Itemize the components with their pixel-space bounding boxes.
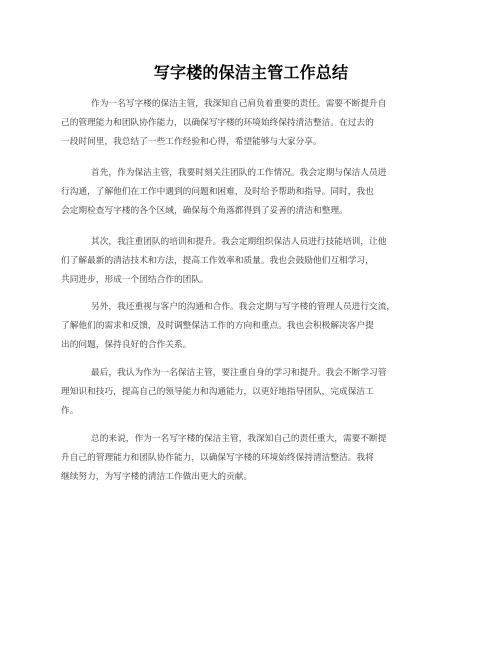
paragraph-6 [61,430,443,487]
paragraph-line: 己的管理能力和团队协作能力，以确保写字楼的环境始终保持清洁整洁。在过去的 [61,118,374,128]
paragraph-line: 升自己的管理能力和团队协作能力，以确保写字楼的环境始终保持清洁整洁。我将 [61,453,374,463]
paragraph-line: 首先，作为保洁主管，我要时刻关注团队的工作情况。我会定期与保洁人员进 [91,168,387,178]
paragraph-line: 行沟通，了解他们在工作中遇到的问题和困难，及时给予帮助和指导。同时，我也 [61,187,374,197]
paragraph-line: 最后，我认为作为一名保洁主管，要注重自身的学习和提升。我会不断学习管 [91,368,387,378]
paragraph-line: 理知识和技巧，提高自己的领导能力和沟通能力，以更好地指导团队，完成保洁工 [61,387,374,397]
paragraph-line: 作。 [61,406,79,416]
paragraph-line: 总的来说，作为一名写字楼的保洁主管，我深知自己的责任重大，需要不断提 [91,434,387,444]
paragraph-1 [61,95,443,152]
paragraph-line: 继续努力，为写字楼的清洁工作做出更大的贡献。 [61,472,253,482]
paragraph-line: 共同进步，形成一个团结合作的团队。 [61,275,209,285]
paragraph-line: 作为一名写字楼的保洁主管，我深知自己肩负着重要的责任。需要不断提升自 [91,99,387,109]
paragraph-line: 了解他们的需求和反馈，及时调整保洁工作的方向和重点。我也会积极解决客户提 [61,321,374,331]
paragraph-4 [61,298,443,355]
paragraph-line: 会定期检查写字楼的各个区域，确保每个角落都得到了妥善的清洁和整理。 [61,206,348,216]
paragraph-line: 一段时间里，我总结了一些工作经验和心得，希望能够与大家分享。 [61,137,322,147]
paragraph-line: 们了解最新的清洁技术和方法，提高工作效率和质量。我也会鼓励他们互相学习， [61,256,374,266]
document-title: 写字楼的保洁主管工作总结 [153,63,349,82]
paragraph-2 [61,164,443,221]
paragraph-line: 出的问题，保持良好的合作关系。 [61,340,192,350]
paragraph-3 [61,233,443,290]
paragraph-line: 其次，我注重团队的培训和提升。我会定期组织保洁人员进行技能培训，让他 [91,237,387,247]
paragraph-line: 另外，我还重视与客户的沟通和合作。我会定期与写字楼的管理人员进行交流， [91,302,396,312]
paragraph-5 [61,364,443,421]
